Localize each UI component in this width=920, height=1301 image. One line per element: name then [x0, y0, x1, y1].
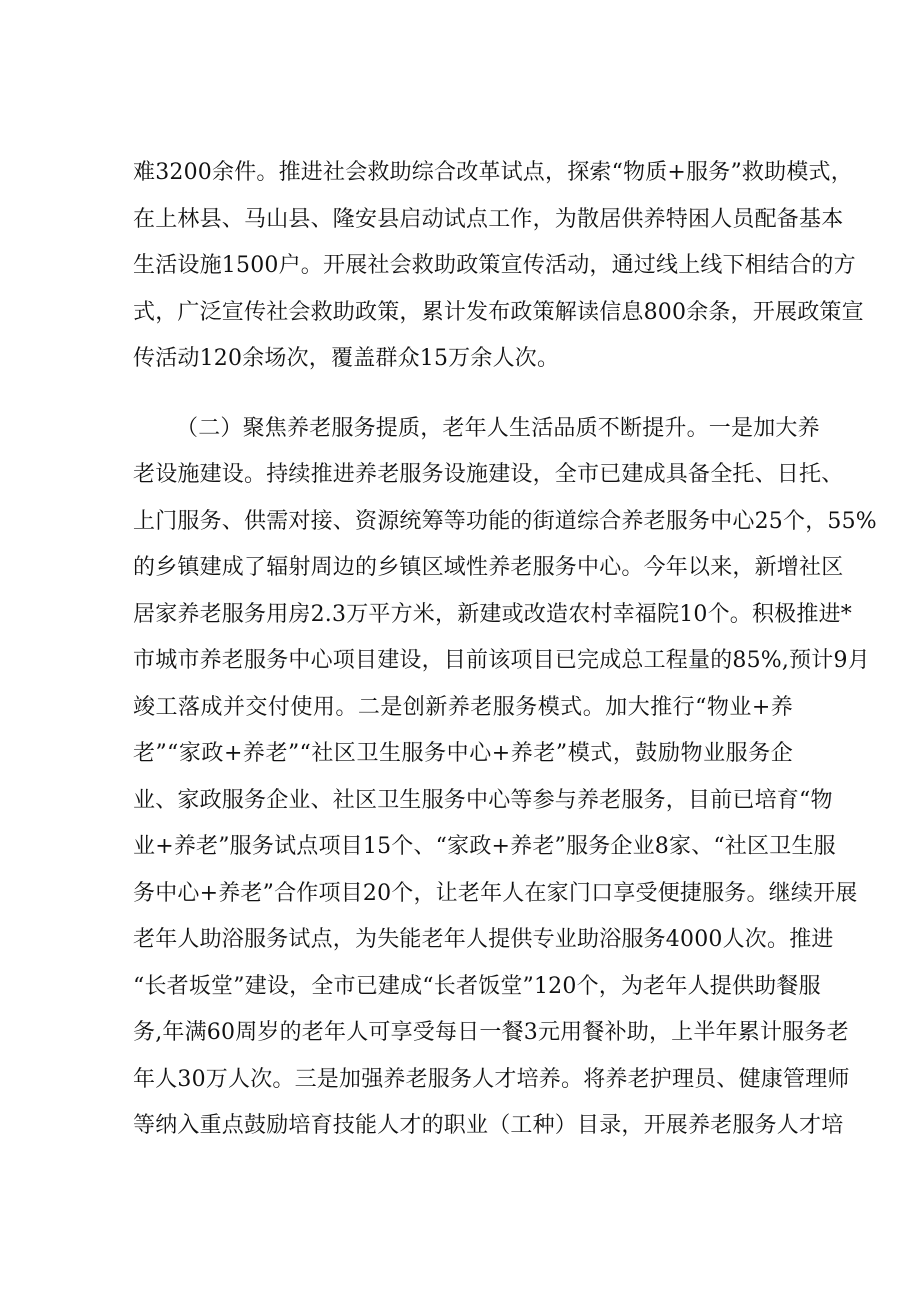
text-line: “长者坂堂”建设，全市已建成“长者饭堂”120个，为老年人提供助餐服 [133, 974, 821, 999]
text-line: 式，广泛宣传社会救助政策，累计发布政策解读信息800余条，开展政策宣 [133, 300, 864, 325]
text-line: 等纳入重点鼓励培育技能人才的职业（工种）目录，开展养老服务人才培 [133, 1113, 844, 1138]
text-line: 老年人助浴服务试点，为失能老年人提供专业助浴服务4000人次。推进 [133, 927, 834, 952]
text-line: 业+养老”服务试点项目15个、“家政+养老”服务企业8家、“社区卫生服 [133, 834, 836, 859]
text-line: 生活设施1500户。开展社会救助政策宣传活动，通过线上线下相结合的方 [133, 253, 856, 278]
text-line: 年人30万人次。三是加强养老服务人才培养。将养老护理员、健康管理师 [133, 1067, 850, 1092]
text-line: 居家养老服务用房2.3万平方米，新建或改造农村幸福院10个。积极推进* [133, 602, 852, 627]
text-line: 传活动120余场次，覆盖群众15万余人次。 [133, 346, 560, 371]
text-line: 上门服务、供需对接、资源统筹等功能的街道综合养老服务中心25个，55% [133, 509, 877, 534]
text-line: 务,年满60周岁的老年人可享受每日一餐3元用餐补助，上半年累计服务老 [133, 1020, 849, 1045]
section-heading-line: （二）聚焦养老服务提质，老年人生活品质不断提升。一是加大养 [176, 416, 820, 441]
text-line: 老”“家政+养老”“社区卫生服务中心+养老”模式，鼓励物业服务企 [133, 741, 793, 766]
text-line: 老设施建设。持续推进养老服务设施建设，全市已建成具备全托、日托、 [133, 462, 844, 487]
text-line: 在上林县、马山县、隆安县启动试点工作，为散居供养特困人员配备基本 [133, 207, 844, 232]
text-line: 市城市养老服务中心项目建设，目前该项目已完成总工程量的85%,预计9月 [133, 648, 870, 673]
text-line: 务中心+养老”合作项目20个，让老年人在家门口享受便捷服务。继续开展 [133, 881, 858, 906]
text-line: 难3200余件。推进社会救助综合改革试点，探索“物质+服务”救助模式， [133, 160, 853, 185]
text-line: 的乡镇建成了辐射周边的乡镇区域性养老服务中心。今年以来，新增社区 [133, 555, 844, 580]
text-line: 业、家政服务企业、社区卫生服务中心等参与养老服务，目前已培育“物 [133, 788, 833, 813]
text-line: 竣工落成并交付使用。二是创新养老服务模式。加大推行“物业+养 [133, 695, 793, 720]
